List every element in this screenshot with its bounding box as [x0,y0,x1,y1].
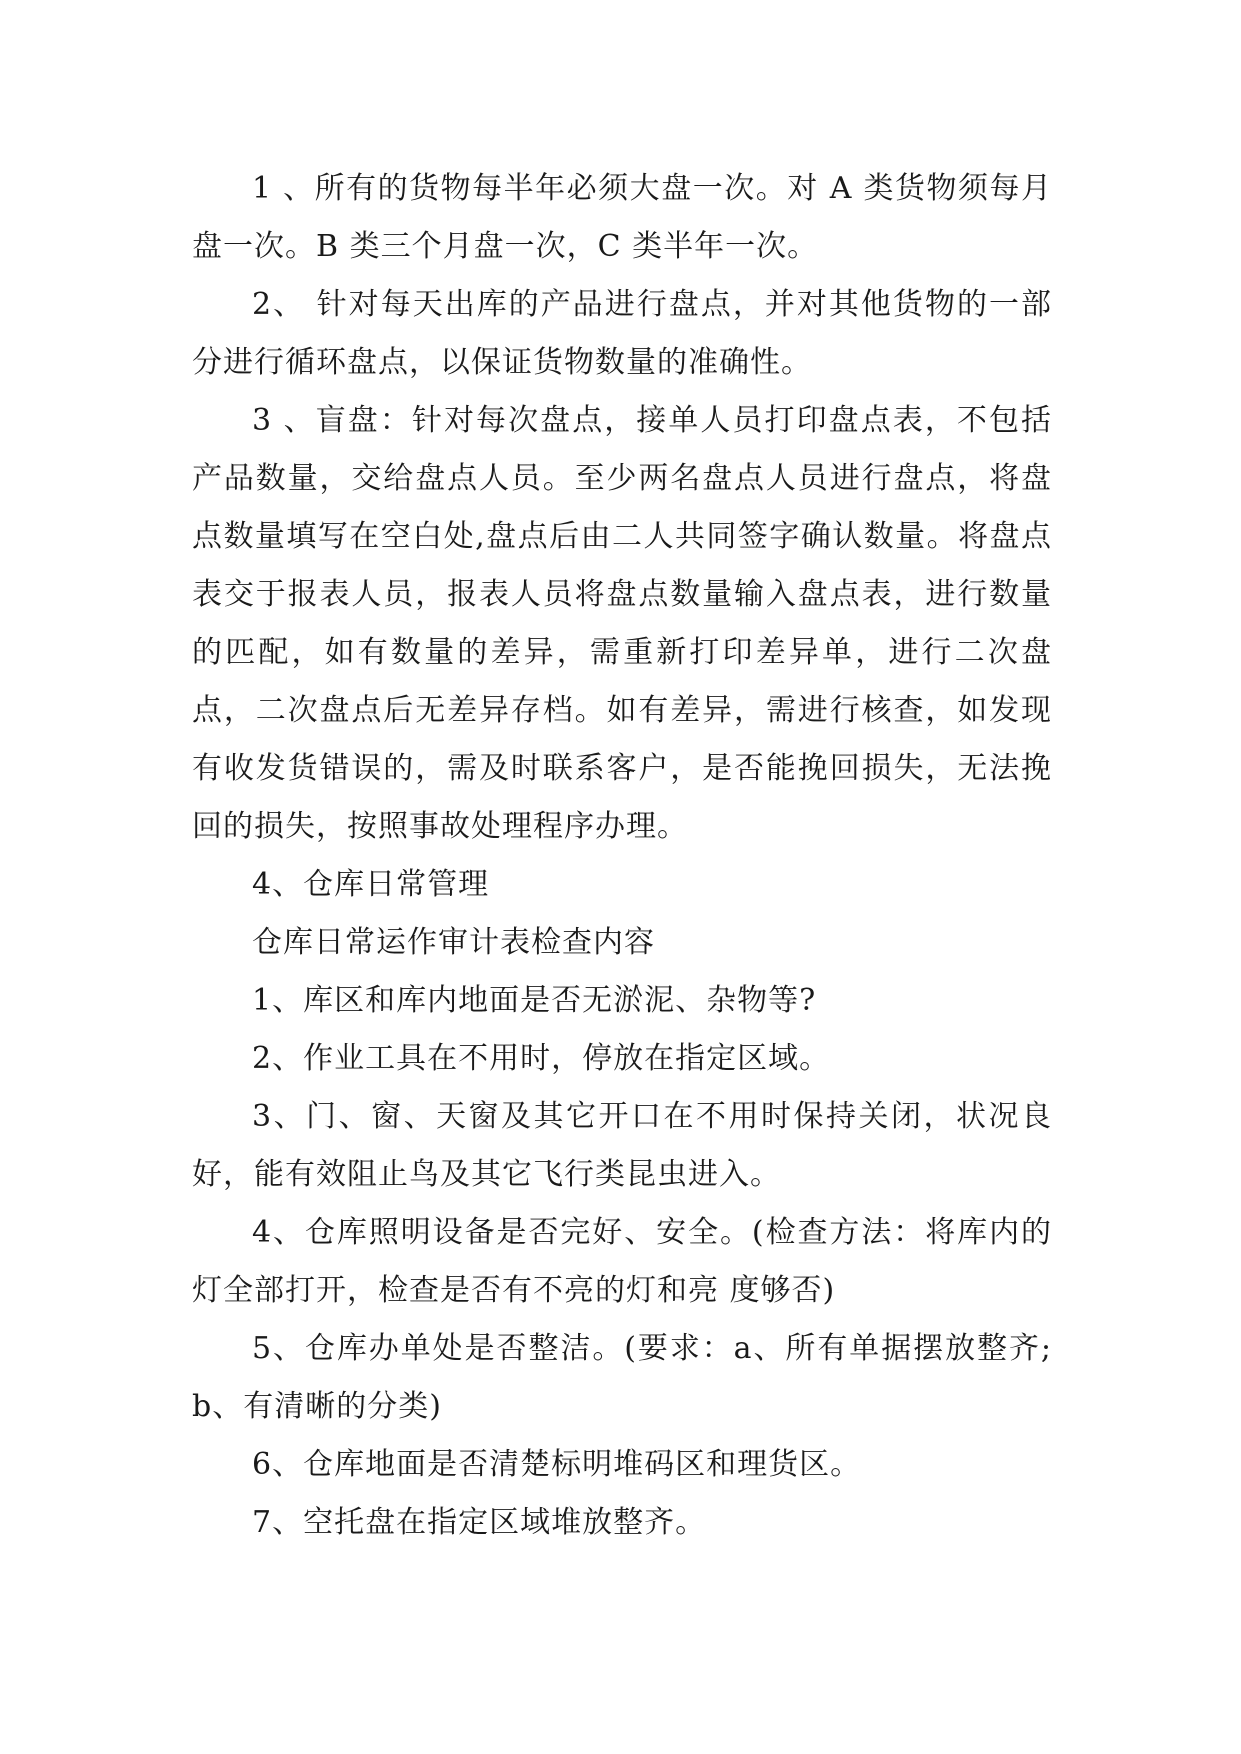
paragraph-daily-cycle-count: 2、 针对每天出库的产品进行盘点，并对其他货物的一部分进行循环盘点，以保证货物数量的准确性。 [192,287,1052,380]
checklist-item-office: 5、仓库办单处是否整洁。(要求：a、所有单据摆放整齐;b、有清晰的分类) [192,1331,1052,1424]
paragraph-warehouse-daily-management: 4、仓库日常管理 [252,867,490,902]
paragraph-audit-checklist-title: 仓库日常运作审计表检查内容 [252,925,655,960]
checklist-item-floor-marking: 6、仓库地面是否清楚标明堆码区和理货区。 [252,1447,862,1482]
checklist-item-floor: 1、库区和库内地面是否无淤泥、杂物等? [252,983,817,1018]
checklist-item-pallets: 7、空托盘在指定区域堆放整齐。 [252,1505,707,1540]
checklist-item-lighting: 4、仓库照明设备是否完好、安全。(检查方法：将库内的灯全部打开，检查是否有不亮的灯和亮 度够否) [192,1215,1052,1308]
paragraph-blind-count: 3 、盲盘：针对每次盘点，接单人员打印盘点表，不包括产品数量，交给盘点人员。至少两名盘点人员进行盘点，将盘点数量填写在空白处,盘点后由二人共同签字确认数量。将盘点表交于报表人员，报表人员将盘点数量输入盘点表，进行数量的匹配，如有数量的差异，需重新打印差异单，进行二次盘点，二次盘点后无差异存档。如有差异，需进行核查，如发现有收发货错误的，需及时联系客户，是否能挽回损失，无法挽回的损失，按照事故处理程序办理。 [192,403,1052,844]
checklist-item-tools: 2、作业工具在不用时，停放在指定区域。 [252,1041,831,1076]
document-body [192,160,1052,1552]
checklist-item-openings: 3、门、窗、天窗及其它开口在不用时保持关闭，状况良好，能有效阻止鸟及其它飞行类昆虫进入。 [192,1099,1052,1192]
paragraph-inventory-frequency: 1 、所有的货物每半年必须大盘一次。对 A 类货物须每月盘一次。B 类三个月盘一次，C 类半年一次。 [192,171,1052,264]
